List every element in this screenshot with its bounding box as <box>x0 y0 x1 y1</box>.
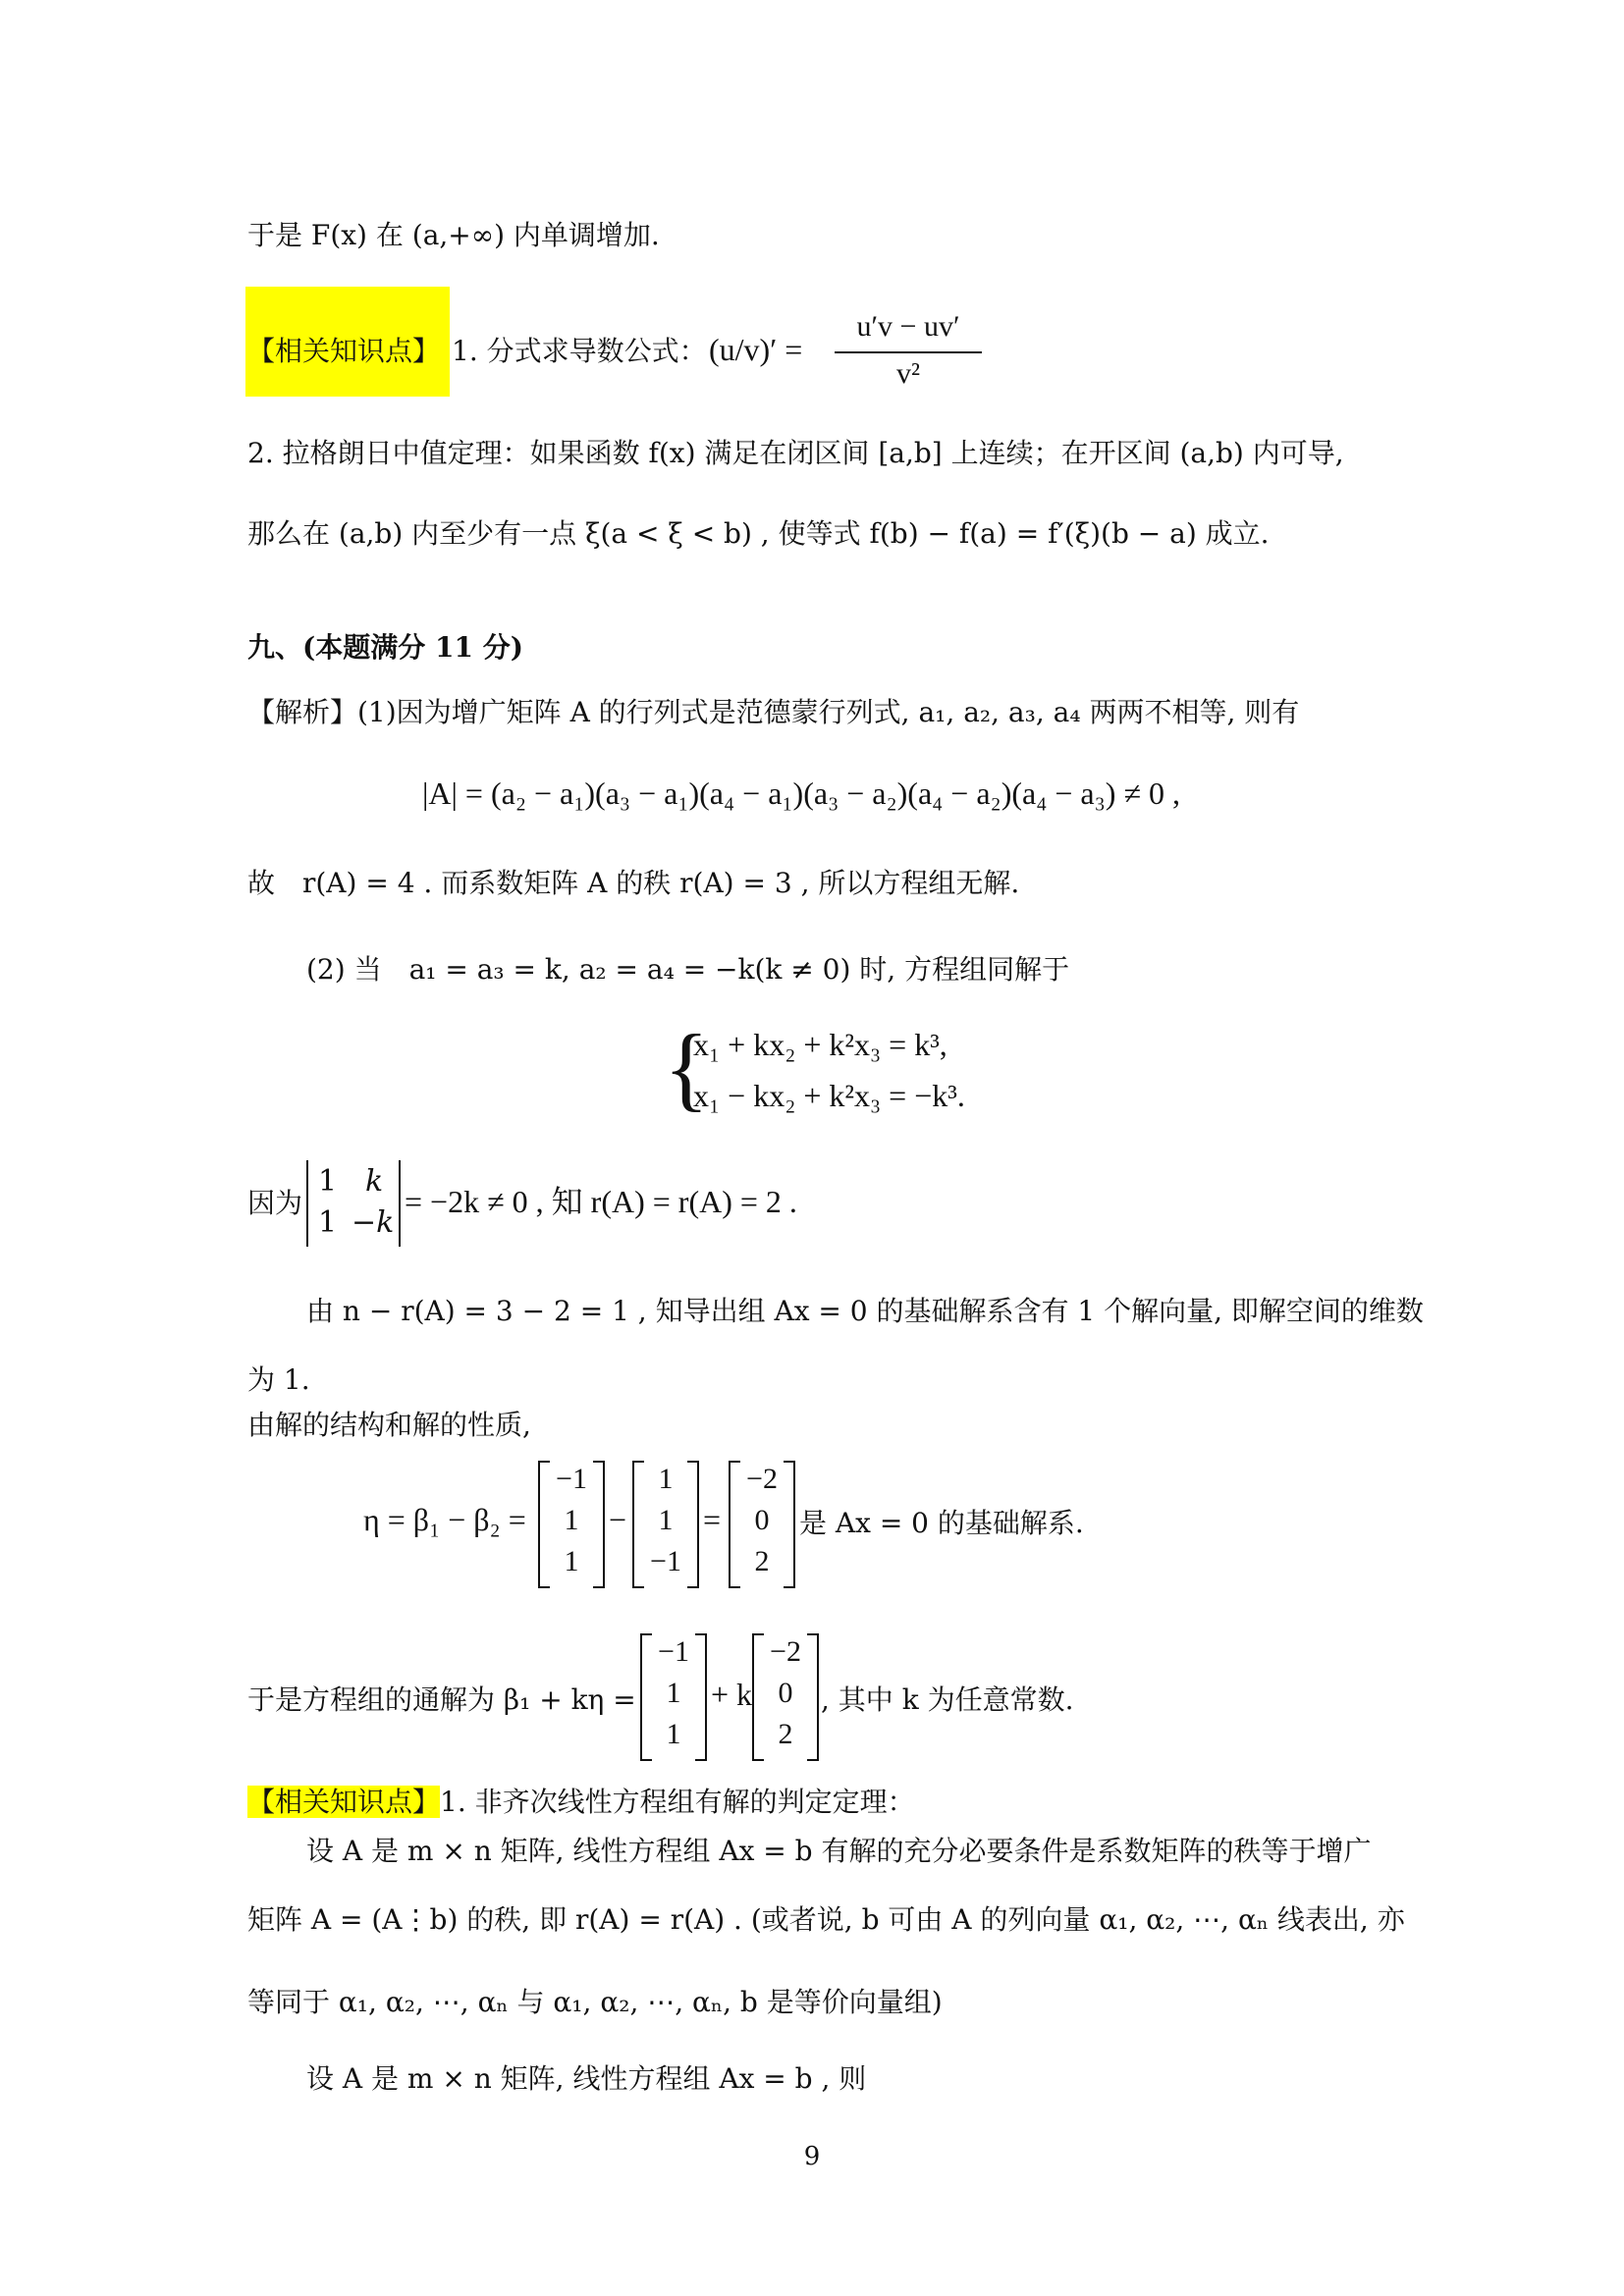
section-heading-9: 九、(本题满分 11 分) <box>247 631 523 664</box>
knowledge-text-1: 1. 分式求导数公式： <box>452 335 707 367</box>
equation-vandermonde: |A| = (a₂ − a₁)(a₃ − a₁)(a₄ − a₁)(a₃ − a₂)(a₄ − a₂)(a₄ − a₃) ≠ 0 , <box>422 775 1180 811</box>
matrix-beta1 <box>538 1461 605 1588</box>
system-equation-2: x₁ − kx₂ + k²x₃ = −k³. <box>693 1078 965 1113</box>
text-line-structure: 由解的结构和解的性质, <box>247 1409 531 1441</box>
text-line-lagrange-2: 那么在 (a,b) 内至少有一点 ξ(a < ξ < b) , 使等式 f(b) − f(a) = f′(ξ)(b − a) 成立. <box>247 517 1270 550</box>
eta-tail-text: 是 Ax = 0 的基础解系. <box>799 1507 1084 1539</box>
page-number: 9 <box>803 2142 821 2171</box>
text-line-theorem-4: 设 A 是 m × n 矩阵, 线性方程组 Ax = b , 则 <box>306 2062 867 2095</box>
fraction-denominator: v² <box>896 357 920 390</box>
matrix-cell: 1 <box>658 1463 674 1495</box>
matrix-eta-general <box>752 1633 819 1761</box>
text-line-det-result: = −2k ≠ 0 , 知 r(A) = r(A) = 2 . <box>405 1184 797 1219</box>
text-line-analysis-1: 【解析】(1)因为增广矩阵 A 的行列式是范德蒙行列式, a₁, a₂, a₃, a₄ 两两不相等, 则有 <box>247 696 1300 728</box>
matrix-cell: 0 <box>778 1677 793 1709</box>
matrix-cell: 1 <box>564 1504 579 1536</box>
knowledge-text-2: 1. 非齐次线性方程组有解的判定定理： <box>440 1786 915 1818</box>
eta-minus: − <box>609 1502 627 1537</box>
matrix-cell: −2 <box>746 1463 778 1495</box>
text-line-dimension-2: 为 1. <box>247 1363 310 1396</box>
matrix-cell: 2 <box>754 1545 770 1577</box>
matrix-cell: −2 <box>770 1635 801 1668</box>
knowledge-tag-2 <box>247 1783 915 1822</box>
text-line-dimension: 由 n − r(A) = 3 − 2 = 1 , 知导出组 Ax = 0 的基础解系含有 1 个解向量, 即解空间的维数 <box>306 1295 1424 1327</box>
matrix-cell: 0 <box>754 1504 770 1536</box>
matrix-cell: 1 <box>564 1545 579 1577</box>
knowledge-tag-2-text: 【相关知识点】 <box>247 1786 441 1818</box>
general-plus-k: + k <box>711 1677 753 1712</box>
matrix-beta1-general <box>640 1633 707 1761</box>
quotient-rule-fraction <box>835 310 982 399</box>
system-equation-1: x₁ + kx₂ + k²x₃ = k³, <box>693 1027 947 1062</box>
text-line-theorem-1: 设 A 是 m × n 矩阵, 线性方程组 Ax = b 有解的充分必要条件是系数矩阵的秩等于增广 <box>306 1835 1372 1867</box>
text-line-lagrange: 2. 拉格朗日中值定理：如果函数 f(x) 满足在闭区间 [a,b] 上连续；在开区间 (a,b) 内可导, <box>247 437 1344 469</box>
matrix-cell: 1 <box>666 1718 681 1750</box>
system-brace: { <box>664 1015 710 1120</box>
det-cell-b: k <box>365 1164 384 1199</box>
text-line-theorem-3: 等同于 α₁, α₂, ⋯, αₙ 与 α₁, α₂, ⋯, αₙ, b 是等价向量组) <box>247 1986 943 2018</box>
fraction-numerator: u′v − uv′ <box>856 310 960 343</box>
text-line-because: 因为 <box>247 1187 303 1219</box>
text-line-theorem-2: 矩阵 A = (A⋮b) 的秩, 即 r(A) = r(A) . (或者说, b 可由 A 的列向量 α₁, α₂, ⋯, αₙ 线表出, 亦 <box>247 1903 1405 1936</box>
general-solution-lhs: 于是方程组的通解为 β₁ + kη = <box>247 1683 636 1716</box>
text-line-monotonic: 于是 F(x) 在 (a,+∞) 内单调增加. <box>247 219 660 251</box>
det-cell-a: 1 <box>318 1164 338 1199</box>
matrix-beta2 <box>632 1461 699 1588</box>
text-line-rank: 故 r(A) = 4 . 而系数矩阵 A 的秩 r(A) = 3 , 所以方程组无解. <box>247 867 1020 899</box>
text-line-case-2: (2) 当 a₁ = a₃ = k, a₂ = a₄ = −k(k ≠ 0) 时, 方程组同解于 <box>306 953 1070 986</box>
det-cell-c: 1 <box>318 1205 338 1240</box>
matrix-cell: 2 <box>778 1718 793 1750</box>
general-tail-text: , 其中 k 为任意常数. <box>821 1683 1074 1716</box>
matrix-eta <box>729 1461 795 1588</box>
matrix-cell: −1 <box>650 1545 681 1577</box>
quotient-rule-lhs: (u/v)′ = <box>709 332 803 367</box>
matrix-cell: 1 <box>658 1504 674 1536</box>
knowledge-tag-1: 【相关知识点】 <box>247 335 441 367</box>
eta-equals: = <box>703 1502 722 1537</box>
determinant-2x2 <box>306 1160 401 1247</box>
matrix-cell: −1 <box>658 1635 689 1668</box>
eta-lhs: η = β₁ − β₂ = <box>363 1502 526 1537</box>
matrix-cell: −1 <box>556 1463 587 1495</box>
det-cell-d: −k <box>352 1205 395 1240</box>
matrix-cell: 1 <box>666 1677 681 1709</box>
